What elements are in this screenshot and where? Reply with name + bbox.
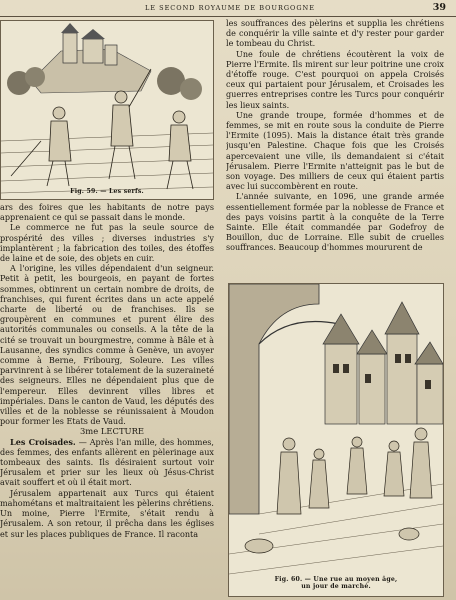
paragraph-pierre-troop: Une grande troupe, formée d'hommes et de femmes, se mit en route sous la conduite de Pierre l'Ermite (1095). Mais la distance était très grande jusqu'en Palestine. Chaque fois que les Croisés apercevaient une ville, ils demandaient si c'était Jérusalem. Pierre l'Ermite n'atteignit pas le but de son voyage. Des milliers de ceux qui étaient partis avec lui succombèrent en route. [226,109,444,192]
paragraph-crusades-intro [0,437,214,488]
page-header [0,2,456,16]
paragraph-godefroy: L'année suivante, en 1096, une grande armée essentiellement formée par la noblesse de France et des pays voisins partit à la conquête de la Terre Sainte. Elle était commandée par Godefroy de Bouillon, duc de Lorraine. Elle subit de cruelles souffrances. Beaucoup d'hommes moururent de [226,191,444,253]
running-title: LE SECOND ROYAUME DE BOURGOGNE [144,4,315,12]
crusades-intro-text: — Après l'an mille, des hommes, des femmes, des enfants allèrent en pèlerinage aux tombeaux des saints. Ils désiraient surtout voir Jérusalem et prier sur les lieux où Jésus-Christ avait souffert et où il était mort. [0,436,215,488]
left-text-top [0,202,214,539]
paragraph-commerce: Le commerce ne fut pas la seule source de prospérité des villes ; diverses industries s'y implantèrent ; la fabrication des toiles, des étoffes de laine et de soie, des objets en cuir. [0,222,214,264]
figure-60-caption-line1: Fig. 60. — Une rue au moyen âge, [274,576,398,583]
serfs-illustration [1,21,213,199]
right-column [226,18,446,600]
figure-60-caption-line2: un jour de marché. [301,583,371,590]
left-column [0,18,218,600]
figure-59-caption: Fig. 59. — Les serfs. [70,188,144,195]
right-text-top [226,18,444,253]
crusades-heading: Les Croisades. [10,436,76,447]
paragraph-jerusalem: Jérusalem appartenait aux Turcs qui étaient mahométans et maltraitaient les pèlerins chrétiens. Un moine, Pierre l'Ermite, s'était rendu à Jérusalem. A son retour, il prêcha dans les églises et sur les places publiques de France. Il raconta [0,487,214,539]
market-street-illustration [229,284,443,596]
paragraph-sufferings: les souffrances des pèlerins et supplia les chrétiens de conquérir la ville sainte et d'y rester pour garder le tombeau du Christ. [226,18,444,49]
figure-59-serfs [0,20,214,200]
paragraph-red-cross: Une foule de chrétiens écoutèrent la voix de Pierre l'Ermite. Ils mirent sur leur poitrine une croix d'étoffe rouge. C'est pourquoi on appela Croisés ceux qui partaient pour Jérusalem, et Croisades les guerres entreprises contre les Turcs pour conquérir les lieux saints. [226,48,444,110]
paragraph-markets: ars des foires que les habitants de notre pays apprenaient ce qui se passait dans le monde. [0,202,214,223]
paragraph-towns: A l'origine, les villes dépendaient d'un seigneur. Petit à petit, les bourgeois, en payant de fortes sommes, obtinrent un certain nombre de droits, de franchises, qui furent écrites dans un acte appelé charte de liberté ou de franchises. Ils se groupèrent en communes et purent élire des autorités communales ou conseils. A la tête de la cité se trouvait un bourgmestre, comme à Bâle et à Lausanne, des syndics comme à Genève, un avoyer comme à Berne, Fribourg, Soleure. Les villes parvinrent à se libérer totalement de la suzeraineté des seigneurs. Elles ne dépendaient plus que de l'empereur. Elles devinrent villes libres et impériales. Dans le canton de Vaud, les députés des villes et de la noblesse se réunissaient à Moudon pour former les Etats de Vaud. [0,263,214,427]
figure-60-market-street [228,283,444,597]
header-rule [0,16,456,17]
lecture-title: 3me LECTURE [79,426,145,437]
figure-60-caption [229,576,443,590]
page-number: 39 [432,2,446,13]
